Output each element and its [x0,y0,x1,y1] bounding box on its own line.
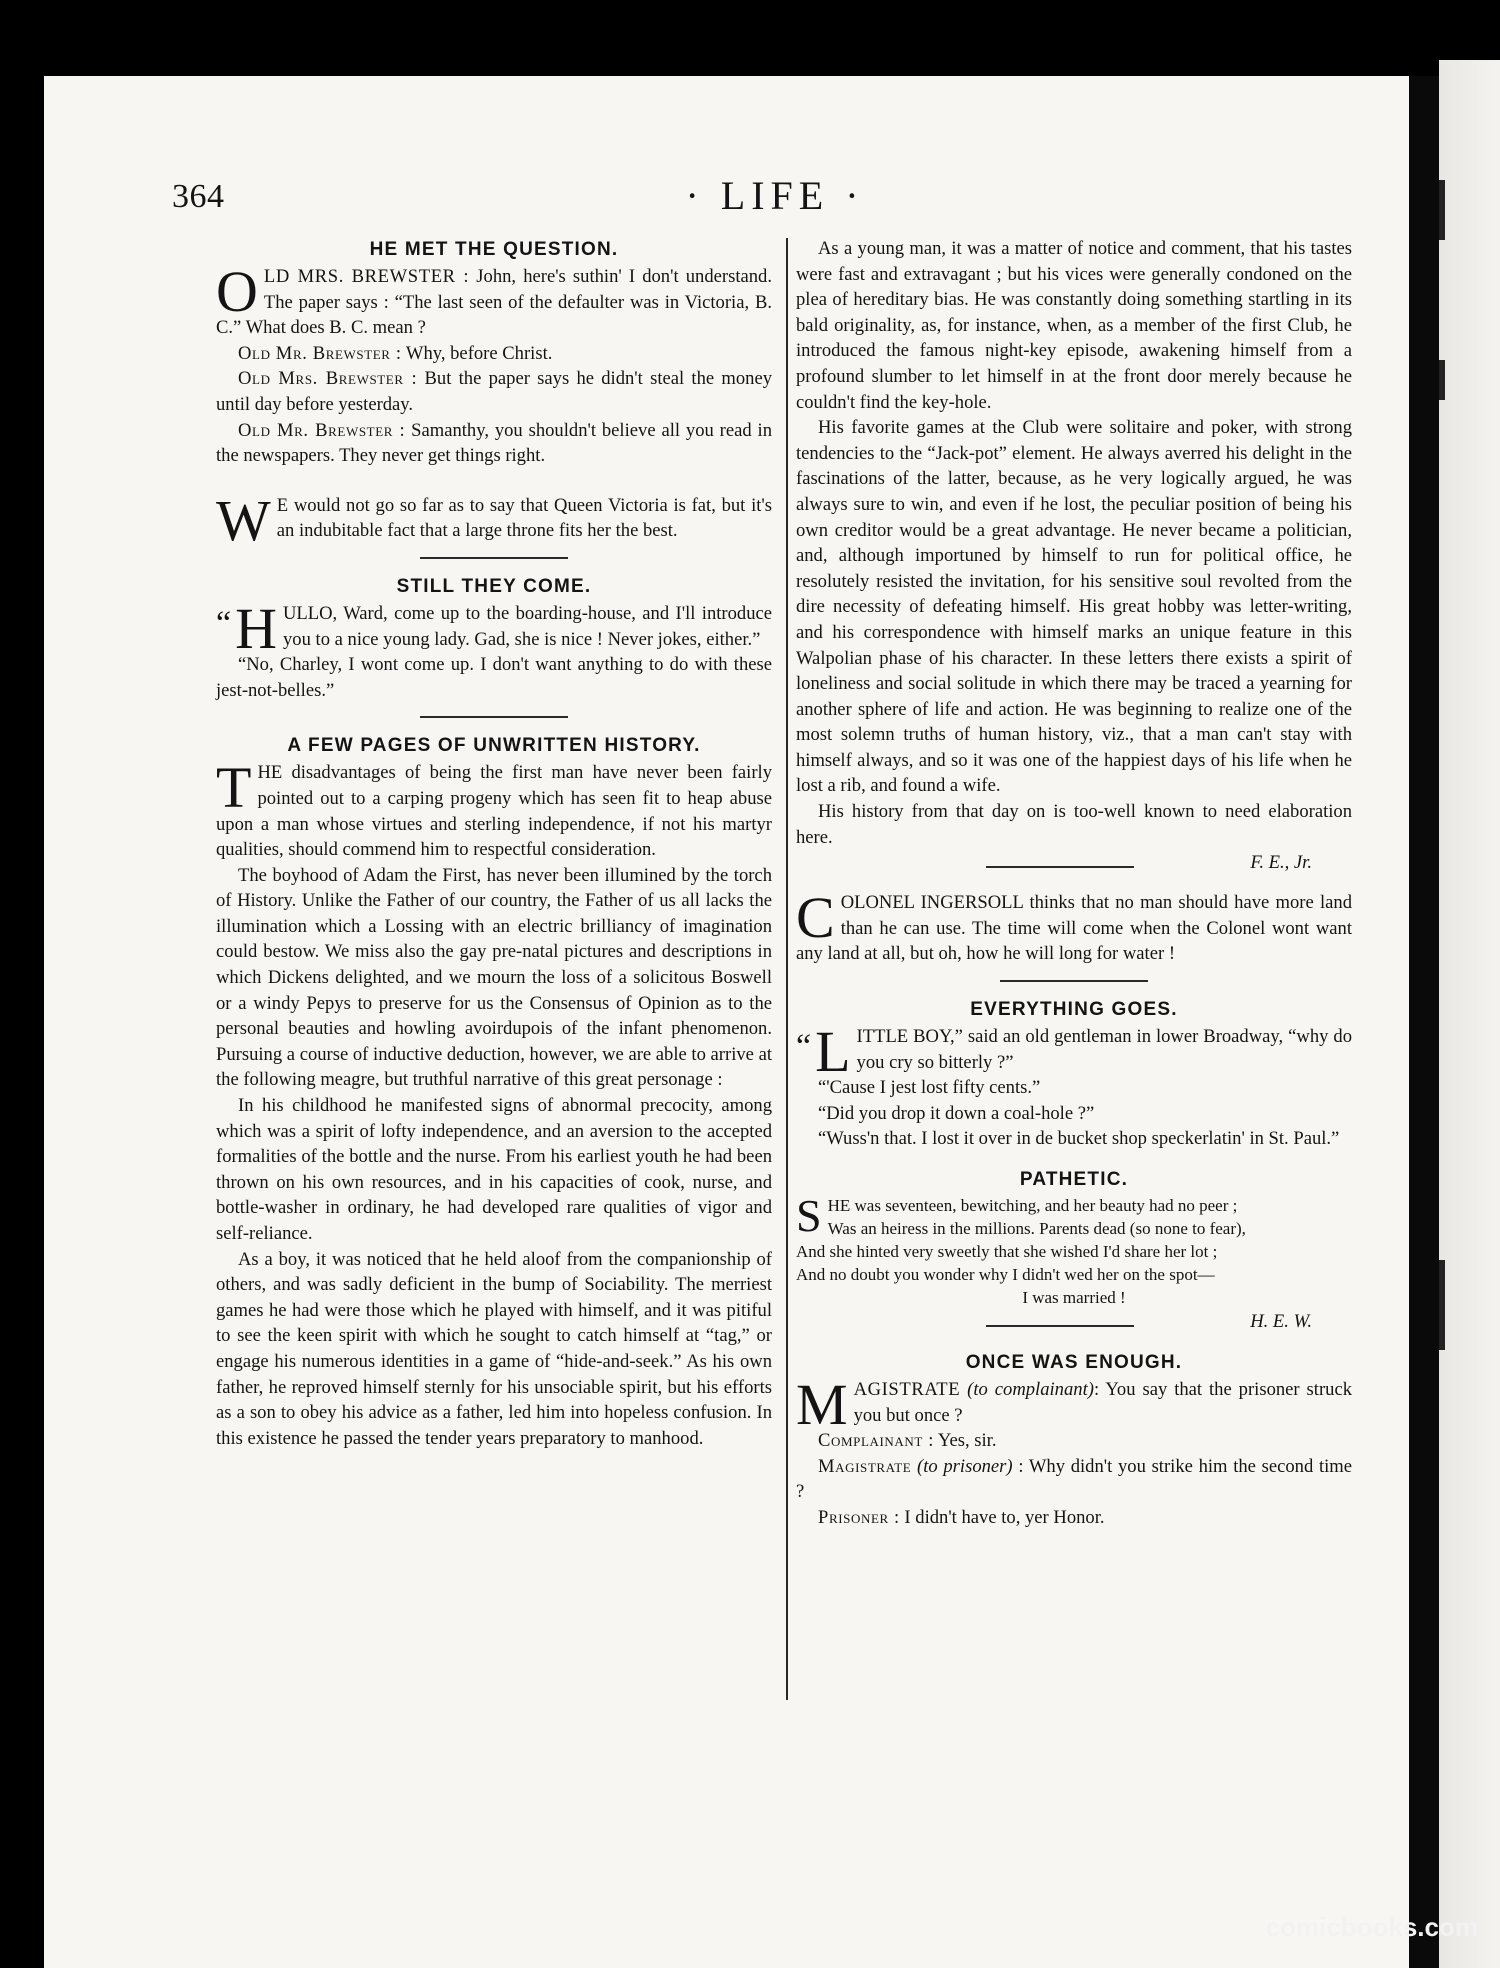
dialogue-line [216,418,772,469]
speaker-name: Old Mr. Brewster : [238,342,402,364]
paragraph: “Wuss'n that. I lost it over in de bucket shop speckerlatin' in St. Paul.” [818,1128,1340,1150]
paragraph: In his childhood he manifested signs of abnormal precocity, among which was a spirit of lofty independence, and an aversion to the accepted formalities of the bottle and the nurse. From his earliest youth he had been thrown on his own resources, and in his capacities of cook, nurse, and bottle-washer in ordinary, he had developed rare qualities of vigor and self-reliance. [216,1095,772,1244]
section-divider [986,1325,1134,1327]
dialogue-line [216,341,772,367]
left-column [216,236,772,1451]
article-everything-goes [796,996,1352,1152]
article-title: ONCE WAS ENOUGH. [965,1352,1183,1373]
paragraph: His history from that day on is too-well known to need elaboration here. [796,801,1352,848]
paragraph: As a boy, it was noticed that he held aloof from the companionship of others, and was sadly deficient in the bump of Sociability. The merriest games he had were those which he played with himself, and it was pitiful to see the keen spirit with which he sought to catch himself at “tag,” or engage his numerous identities in a game of “hide-and-seek.” As his own father, he reproved himself sternly for his unsociable spirit, but his efforts as a son to obey his advice as a father, led him into hopeless confusion. In this existence he passed the tender years preparatory to manhood. [216,1248,772,1449]
section-divider [420,716,568,718]
stage-direction: (to prisoner) [917,1455,1013,1477]
drop-cap: S [796,1190,822,1241]
right-column [796,236,1352,1531]
article-title: A FEW PAGES OF UNWRITTEN HISTORY. [287,735,701,757]
item-queen-victoria [216,487,772,553]
page-number: 364 [172,178,225,215]
paragraph: His favorite games at the Club were solitaire and poker, with strong tendencies to the “Jack-pot” element. He always averred his delight in the fascinations of the latter, because, as he very logically argued, he was always sure to win, and even if he lost, the peculiar position of being his own creditor would be a great advantage. He never became a politician, and, although importuned by himself to run for political office, he resolutely resisted the invitation, for his sensitive soul revolted from the dire necessity of defeating himself. His great hobby was letter-writing, and his correspondence with himself marks an unique feature in this Walpolian phase of his character. In these letters there exists a spirit of loneliness and social solitude in which there may be traced a yearning for another sphere of life and action. He was beginning to realize one of the most solemn truths of human history, viz., that a man can't stay with himself always, and so it was one of the happiest days of his life when he lost a rib, and found a wife. [796,417,1352,797]
paragraph: “'Cause I jest lost fifty cents.” [818,1077,1041,1099]
poem-line: Was an heiress in the millions. Parents dead (so none to fear), [827,1219,1246,1238]
adjacent-page-edge [1439,60,1500,1968]
dialogue-line [796,1454,1352,1505]
drop-cap: O [216,259,258,324]
speaker-name: Old Mrs. Brewster : [238,368,418,390]
section-divider [1000,980,1148,982]
drop-cap: T [216,755,252,821]
dialogue-line [796,1372,1352,1437]
section-divider [986,866,1134,868]
edge-mark [1439,360,1445,400]
edge-mark [1439,180,1445,240]
paragraph: “Did you drop it down a coal-hole ?” [818,1102,1095,1124]
article-once-was-enough [796,1349,1352,1531]
article-title: STILL THEY COME. [396,575,592,597]
open-quote: “ [216,604,232,642]
poem-line-text: HE was seventeen, bewitching, and her beauty had no peer ; [827,1196,1238,1215]
paragraph-text: OLONEL INGERSOLL thinks that no man should have more land than he can use. The time will come when the Colonel wont want any land at all, but oh, how he will long for water ! [796,892,1352,965]
drop-cap: C [796,885,835,951]
dialogue-line [796,1428,1352,1454]
author-signature: H. E. W. [1250,1311,1312,1332]
speaker-name: Old Mr. Brewster : [238,419,406,441]
article-title: HE MET THE QUESTION. [369,239,619,260]
edge-mark [1439,1260,1445,1350]
article-unwritten-history [216,732,772,1451]
paragraph [796,1019,1352,1085]
dialogue-line [216,366,772,417]
dialogue-text: Samanthy, you shouldn't believe all you read in the newspapers. They never get things right. [216,419,773,467]
page-gutter [1409,76,1439,1968]
article-unwritten-history-continued [796,236,1352,876]
paragraph: As a young man, it was a matter of notice and comment, that his tastes were fast and extravagant ; but his vices were generally condoned on the plea of hereditary bias. He was constantly doing something startling in its bald originality, as, for instance, when, as a member of the first Club, he introduced the famous night-key episode, awakening himself from a profound slumber to let himself in at the front door merely because he couldn't find the key-hole. [796,238,1352,413]
article-title: PATHETIC. [1019,1169,1129,1190]
poem-line: And no doubt you wonder why I didn't wed her on the spot— [796,1265,1215,1284]
dialogue-text: : Why didn't you strike him the second time ? [796,1455,1353,1503]
poem-line: I was married ! [1022,1288,1126,1307]
article-still-they-come [216,573,772,703]
column-rule [786,238,788,1700]
paragraph-text: E would not go so far as to say that Queen Victoria is fat, but it's an indubitable fact that a large throne fits her the best. [276,494,772,542]
item-colonel-ingersoll [796,885,1352,967]
scan-border-top [0,0,1500,76]
drop-cap: W [216,487,271,553]
dialogue-text: Why, before Christ. [401,342,553,364]
speaker-name: LD MRS. BREWSTER : [263,266,470,287]
paragraph: The boyhood of Adam the First, has never been illumined by the torch of History. Unlike the Father of our country, the Father of us all lacks the illumination which a Lossing with an electric brilliancy of imagination could bestow. We miss also the gay pre-natal pictures and descriptions in which Dickens delighted, and we mourn the loss of a solicitous Boswell or a windy Pepys to preserve for us the Consensus of Opinion as to the personal beauties and howling avoirdupois of the infant phenomenon. Pursuing a course of inductive deduction, however, we are able to arrive at the following meagre, but truthful narrative of this great personage : [216,864,772,1091]
article-he-met-the-question [216,236,772,469]
drop-cap: L [815,1019,851,1085]
dialogue-text: : You say that the prisoner struck you but once ? [853,1379,1352,1426]
paragraph [216,487,772,553]
paragraph: “No, Charley, I wont come up. I don't want anything to do with these jest-not-belles.” [216,654,772,701]
stage-direction: (to complainant) [967,1379,1094,1400]
source-watermark: comicbooks.com [1265,1912,1478,1942]
dialogue-text: John, here's suthin' I don't understand. The paper says : “The last seen of the defaulter was in Victoria, B. C.” What does B. C. mean ? [216,266,772,339]
paragraph [796,885,1352,967]
speaker-name: Prisoner : [818,1506,900,1528]
open-quote: “ [796,1028,812,1066]
author-signature: F. E., Jr. [1250,852,1312,874]
paragraph-text: ITTLE BOY,” said an old gentleman in lower Broadway, “why do you cry so bitterly ?” [856,1026,1352,1073]
drop-cap: H [235,595,277,661]
paragraph [216,755,772,862]
paragraph-text: ULLO, Ward, come up to the boarding-house, and I'll introduce you to a nice young lady. Gad, she is nice ! Never jokes, either.” [282,602,772,650]
poem-line: And she hinted very sweetly that she wished I'd share her lot ; [796,1242,1218,1261]
speaker-name: AGISTRATE [853,1379,961,1400]
dialogue-text: I didn't have to, yer Honor. [899,1506,1105,1528]
paragraph-text: HE disadvantages of being the first man have never been fairly pointed out to a carping progeny which has seen fit to heap abuse upon a man whose virtues and sterling independence, if not his martyr qualities, should commend him to respectful consideration. [216,762,772,861]
speaker-name: Magistrate [818,1455,912,1477]
drop-cap: M [796,1372,848,1437]
dialogue-line [216,259,772,341]
dialogue-text: Yes, sir. [933,1430,997,1452]
masthead-title: · LIFE · [685,173,865,218]
paragraph [216,595,772,661]
dialogue-line [796,1505,1352,1531]
section-divider [420,557,568,559]
poem-pathetic [796,1166,1352,1335]
speaker-name: Complainant : [818,1430,934,1452]
dialogue-text: But the paper says he didn't steal the money until day before yesterday. [216,368,772,415]
article-title: EVERYTHING GOES. [970,999,1178,1021]
